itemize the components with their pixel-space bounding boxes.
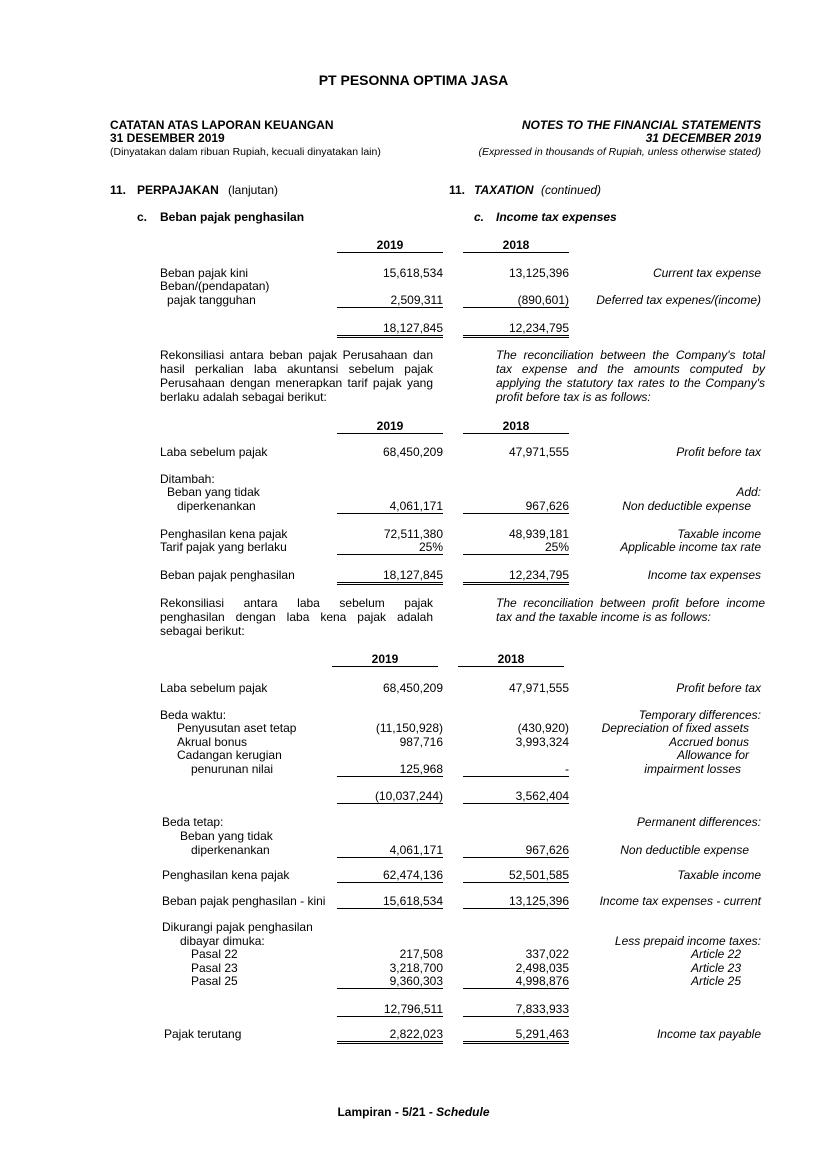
total-2018: 5,291,463 — [463, 1027, 569, 1044]
row-label-en: Profit before tax — [676, 681, 761, 695]
value-2019: 15,618,534 — [382, 266, 443, 280]
value-2019: 68,450,209 — [382, 681, 443, 695]
row-label-id: Ditambah: — [160, 472, 215, 486]
row-label-id: Laba sebelum pajak — [160, 681, 268, 695]
total-2019: 2,822,023 — [337, 1027, 443, 1044]
row-label-en: Article 22 — [690, 947, 741, 961]
section-continued-right: (continued) — [541, 183, 602, 197]
total-2018: 12,234,795 — [463, 568, 569, 585]
row-label-en: Current tax expense — [652, 266, 761, 280]
footer-schedule: Schedule — [436, 1105, 490, 1119]
value-2019: 15,618,534 — [337, 894, 443, 909]
row-label-en: Allowance for — [676, 748, 749, 762]
value-2019: 25% — [337, 540, 443, 555]
row-label-en: Less prepaid income taxes: — [614, 934, 761, 948]
subtotal-2019: 12,796,511 — [337, 1002, 443, 1017]
paragraph-id: Rekonsiliasi antara beban pajak Perusahaan dan hasil perkalian laba akuntansi sebelum pajak Perusahaan dengan menerapkan tarif pajak yang berlaku adalah sebagai berikut: — [160, 348, 433, 404]
value-2019: (11,150,928) — [375, 721, 443, 735]
row-label-id: Beban pajak penghasilan — [160, 568, 295, 582]
row-label-en: Income tax expenses - current — [599, 894, 761, 908]
subtotal-2018: 7,833,933 — [463, 1002, 569, 1017]
row-label-id: Penghasilan kena pajak — [160, 527, 288, 541]
row-label-en: Non deductible expense — [620, 843, 749, 857]
row-label-en: impairment losses — [644, 762, 741, 776]
company-name: PT PESONNA OPTIMA JASA — [318, 72, 509, 88]
row-label-id: penurunan nilai — [191, 762, 274, 776]
section-title-left: PERPAJAKAN — [137, 183, 219, 197]
row-label-en: Temporary differences: — [638, 708, 761, 722]
footer-prefix: Lampiran - 5/21 - — [337, 1105, 437, 1119]
subtotal-2018: 3,562,404 — [463, 789, 569, 804]
row-label-en: Accrued bonus — [668, 735, 749, 749]
value-2019: 2,509,311 — [337, 293, 443, 308]
row-label-en: Add: — [736, 485, 761, 499]
value-2019: 987,716 — [399, 735, 443, 749]
row-label-en: Income tax payable — [656, 1027, 761, 1041]
value-2019: 72,511,380 — [383, 527, 443, 541]
row-label-id: Beda tetap: — [162, 815, 224, 829]
row-label-id: diperkenankan — [177, 499, 256, 513]
year-header-2018: 2018 — [458, 652, 564, 667]
row-label-id: Pajak terutang — [164, 1027, 242, 1041]
value-2018: 47,971,555 — [508, 681, 569, 695]
value-2018: 4,998,876 — [463, 974, 569, 989]
row-label-id: diperkenankan — [191, 843, 270, 857]
row-label-en: Taxable income — [677, 527, 761, 541]
subsection-title-left: Beban pajak penghasilan — [160, 210, 305, 224]
section-continued-left: (lanjutan) — [228, 183, 279, 197]
value-2018: (890,601) — [463, 293, 569, 308]
value-2018: - — [463, 762, 569, 777]
row-label-id: Beban yang tidak — [180, 829, 273, 843]
value-2018: 13,125,396 — [463, 894, 569, 909]
value-2019: 4,061,171 — [337, 499, 443, 514]
value-2019: 62,474,136 — [337, 868, 443, 883]
value-2019: 68,450,209 — [382, 445, 443, 459]
value-2018: 47,971,555 — [508, 445, 569, 459]
row-label-en: Article 23 — [690, 961, 741, 975]
row-label-id: Beda waktu: — [160, 708, 227, 722]
row-label-id: Beban pajak kini — [160, 266, 249, 280]
row-label-id: dibayar dimuka: — [180, 934, 265, 948]
value-2018: 967,626 — [463, 843, 569, 858]
row-label-en: Article 25 — [690, 974, 741, 988]
row-label-id: Beban pajak penghasilan - kini — [162, 894, 326, 908]
value-2019: 9,360,303 — [337, 974, 443, 989]
header-right-note: (Expressed in thousands of Rupiah, unless otherwise stated) — [478, 146, 761, 158]
row-label-en: Profit before tax — [676, 445, 761, 459]
row-label-en: Income tax expenses — [647, 568, 761, 582]
row-label-id: Penghasilan kena pajak — [162, 868, 290, 882]
subtotal-2019: (10,037,244) — [337, 789, 443, 804]
subsection-letter-right: c. — [474, 210, 485, 224]
row-label-id: Pasal 23 — [191, 961, 238, 975]
header-right-date: 31 DECEMBER 2019 — [645, 131, 761, 145]
header-left-note: (Dinyatakan dalam ribuan Rupiah, kecuali dinyatakan lain) — [110, 146, 381, 158]
subsection-letter-left: c. — [137, 210, 148, 224]
paragraph-en: The reconciliation between profit before income tax and the taxable income is as follows: — [496, 596, 765, 624]
row-label-en: Deferred tax expenes/(income) — [596, 293, 761, 307]
row-label-id: Beban/(pendapatan) — [160, 279, 270, 293]
value-2018: 48,939,181 — [508, 527, 569, 541]
section-number-left: 11. — [110, 183, 127, 197]
paragraph-id: Rekonsiliasi antara laba sebelum pajak penghasilan dengan laba kena pajak adalah sebagai berikut: — [160, 596, 433, 638]
row-label-id: Akrual bonus — [177, 735, 248, 749]
row-label-en: Taxable income — [677, 868, 761, 882]
section-title-right: TAXATION — [474, 183, 534, 197]
value-2018: 52,501,585 — [463, 868, 569, 883]
subsection-title-right: Income tax expenses — [496, 210, 617, 224]
row-label-id: Tarif pajak yang berlaku — [160, 540, 287, 554]
row-label-id: Dikurangi pajak penghasilan — [162, 920, 313, 934]
row-label-en: Permanent differences: — [636, 815, 761, 829]
row-label-en: Non deductible expense — [622, 499, 751, 513]
row-label-id: Laba sebelum pajak — [160, 445, 268, 459]
row-label-id: Beban yang tidak — [167, 485, 260, 499]
row-label-id: Pasal 25 — [191, 974, 238, 988]
section-number-right: 11. — [449, 183, 466, 197]
header-right-title: NOTES TO THE FINANCIAL STATEMENTS — [521, 118, 761, 132]
row-label-en: Depreciation of fixed assets — [601, 721, 749, 735]
row-label-id: Pasal 22 — [191, 947, 238, 961]
total-2018: 12,234,795 — [463, 321, 569, 338]
total-2019: 18,127,845 — [337, 321, 443, 338]
row-label-id: Cadangan kerugian — [177, 748, 282, 762]
value-2018: 2,498,035 — [515, 961, 569, 975]
value-2018: 25% — [463, 540, 569, 555]
row-label-id: Penyusutan aset tetap — [177, 721, 297, 735]
value-2019: 217,508 — [399, 947, 443, 961]
header-left-date: 31 DESEMBER 2019 — [110, 131, 225, 145]
value-2018: 337,022 — [525, 947, 569, 961]
value-2018: (430,920) — [517, 721, 569, 735]
year-header-2019: 2019 — [337, 238, 443, 253]
value-2018: 3,993,324 — [515, 735, 569, 749]
year-header-2019: 2019 — [332, 652, 438, 667]
total-2019: 18,127,845 — [337, 568, 443, 585]
value-2018: 13,125,396 — [508, 266, 569, 280]
row-label-en: Applicable income tax rate — [620, 540, 761, 554]
value-2019: 4,061,171 — [337, 843, 443, 858]
row-label-id: pajak tangguhan — [167, 293, 256, 307]
page-footer — [0, 1105, 827, 1119]
year-header-2018: 2018 — [463, 238, 569, 253]
year-header-2018: 2018 — [463, 419, 569, 434]
value-2019: 3,218,700 — [389, 961, 443, 975]
header-left-title: CATATAN ATAS LAPORAN KEUANGAN — [110, 118, 334, 132]
year-header-2019: 2019 — [337, 419, 443, 434]
paragraph-en: The reconciliation between the Company's total tax expense and the amounts computed by applying the statutory tax rates to the Company's profit before tax is as follows: — [496, 348, 765, 404]
value-2018: 967,626 — [463, 499, 569, 514]
value-2019: 125,968 — [337, 762, 443, 777]
